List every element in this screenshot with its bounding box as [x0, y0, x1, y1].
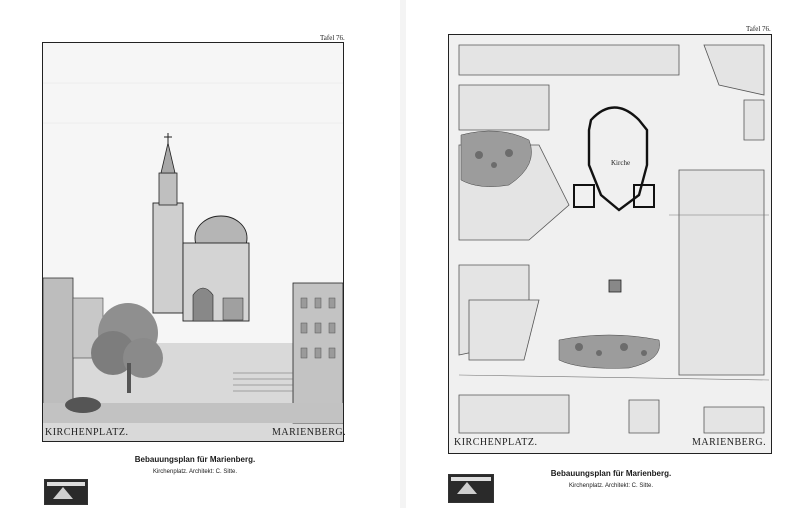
site-plan-drawing	[449, 35, 771, 453]
caption-kirchenplatz: KIRCHENPLATZ.	[45, 427, 129, 438]
plate-title: Bebauungsplan für Marienberg.	[550, 469, 672, 478]
publisher-logo-icon	[44, 479, 88, 505]
plate-number: Tafel 76.	[746, 25, 771, 33]
plate-subtitle: Kirchenplatz. Architekt: C. Sitte.	[152, 469, 238, 475]
left-page	[0, 0, 400, 508]
map-label-kirche: Kirche	[611, 159, 631, 167]
caption-marienberg: MARIENBERG.	[692, 437, 767, 448]
right-page	[406, 0, 812, 508]
site-plan-map	[448, 34, 772, 454]
caption-kirchenplatz: KIRCHENPLATZ.	[454, 437, 538, 448]
plate-number: Tafel 76.	[320, 34, 345, 42]
church-perspective-drawing	[42, 42, 347, 442]
caption-marienberg: MARIENBERG.	[272, 427, 347, 438]
plate-title: Bebauungsplan für Marienberg.	[134, 455, 256, 464]
church-illustration	[43, 43, 343, 441]
publisher-logo-icon	[448, 474, 494, 503]
plate-subtitle: Kirchenplatz. Architekt: C. Sitte.	[568, 483, 654, 489]
